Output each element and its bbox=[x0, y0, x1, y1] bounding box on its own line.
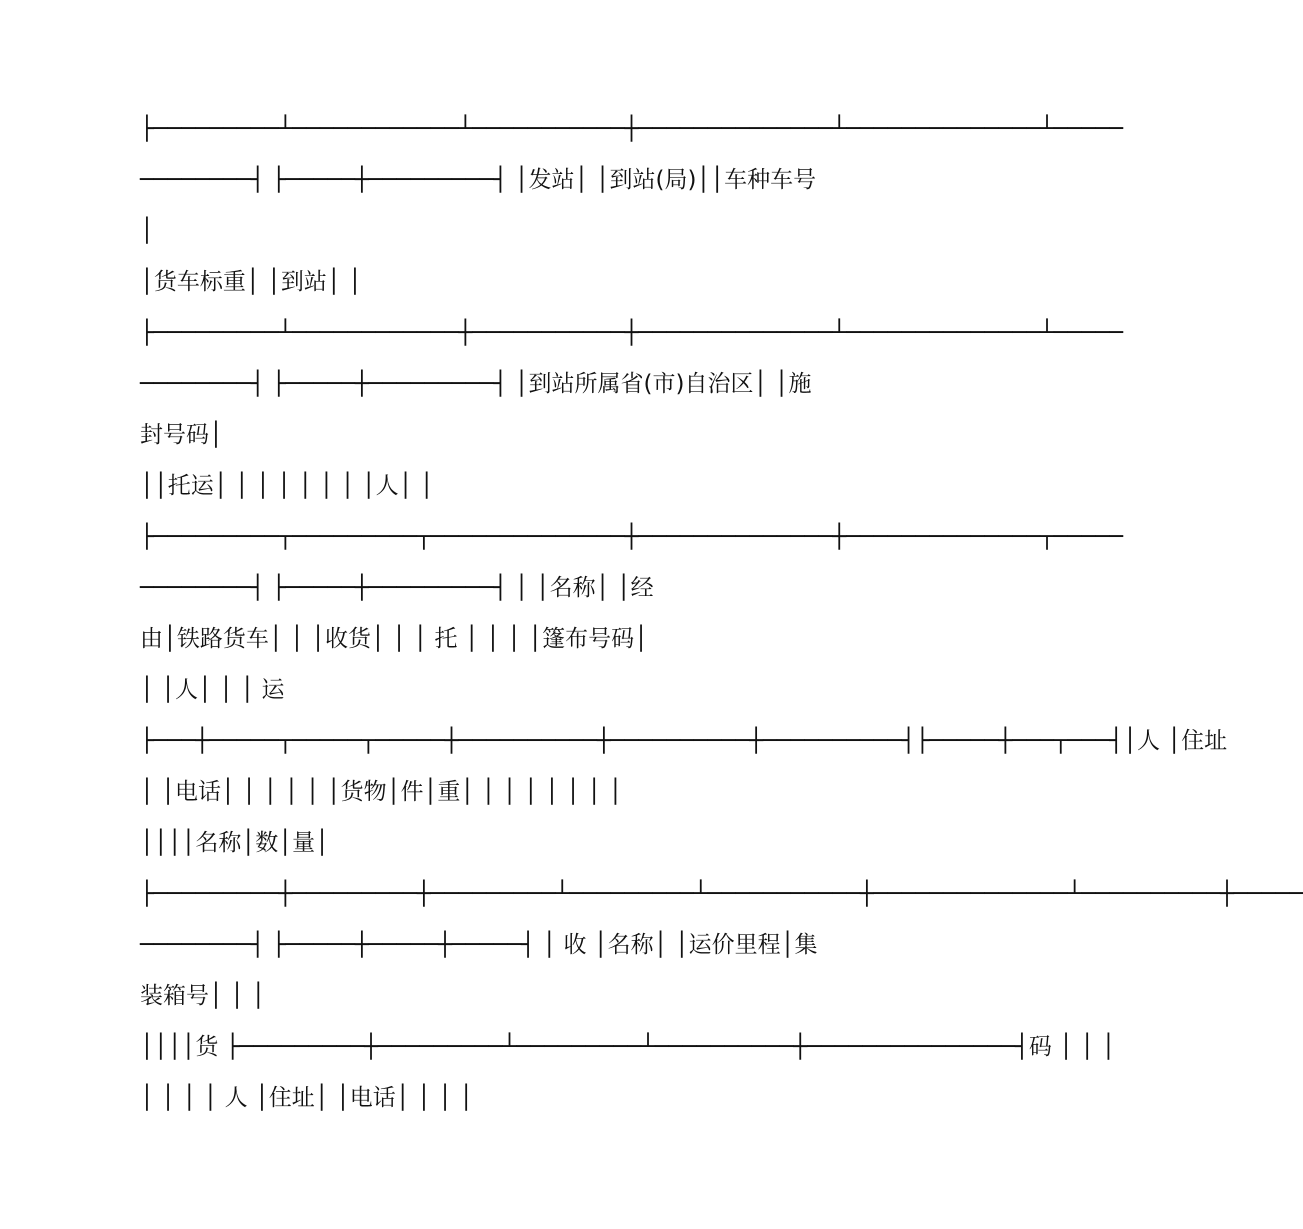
text-line-20: │ │ │ │ 人 │住址│ │电话│ │ │ │ bbox=[140, 1085, 474, 1111]
text-line-1: ├─────────┴────────────┴───────────┼──────────────┴──────────────┴───── bbox=[140, 116, 1124, 142]
text-line-17: ────────┤ ├─────┼─────┼─────┤ │ 收 │名称│ │运价里程│集 bbox=[140, 932, 818, 958]
text-line-12: │ │人│ │ │ 运 bbox=[140, 677, 285, 703]
text-line-4: │货车标重│ │到站│ │ bbox=[140, 269, 362, 295]
text-line-14: │ │电话│ │ │ │ │ │货物│件│重│ │ │ │ │ │ │ │ bbox=[140, 779, 623, 805]
text-line-15: ││││名称│数│量│ bbox=[140, 830, 329, 856]
text-line-10: ────────┤ ├─────┼─────────┤ │ │名称│ │经 bbox=[140, 575, 654, 601]
text-line-7: 封号码│ bbox=[140, 422, 223, 448]
text-line-13: ├───┼─────┬─────┬─────┼──────────┼──────────┼──────────┤├─────┼───┬───┤│人 │住址 bbox=[140, 728, 1228, 754]
text-line-5: ├─────────┴────────────┼───────────┼──────────────┴──────────────┴───── bbox=[140, 320, 1124, 346]
text-line-9: ├─────────┬─────────┬──────────────┼──────────────┼──────────────┬───── bbox=[140, 524, 1124, 550]
text-line-18: 装箱号│ │ │ bbox=[140, 983, 266, 1009]
text-line-8: ││托运│ │ │ │ │ │ │ │人│ │ bbox=[140, 473, 434, 499]
text-line-19: ││││货 ├─────────┼─────────┴─────────┴──────────┼───────────────┤码 │ │ │ bbox=[140, 1034, 1116, 1060]
text-line-6: ────────┤ ├─────┼─────────┤ │到站所属省(市)自治区│ │施 bbox=[140, 371, 812, 397]
text-line-16: ├─────────┼─────────┼─────────┴─────────┴───────────┼──────────────┴──────────┼───── bbox=[140, 881, 1303, 907]
text-line-3: │ bbox=[140, 218, 154, 244]
text-line-11: 由│铁路货车│ │ │收货│ │ │ 托 │ │ │ │篷布号码│ bbox=[140, 626, 648, 652]
text-line-2: ────────┤ ├─────┼─────────┤ │发站│ │到站(局)││车种车号 bbox=[140, 167, 817, 193]
